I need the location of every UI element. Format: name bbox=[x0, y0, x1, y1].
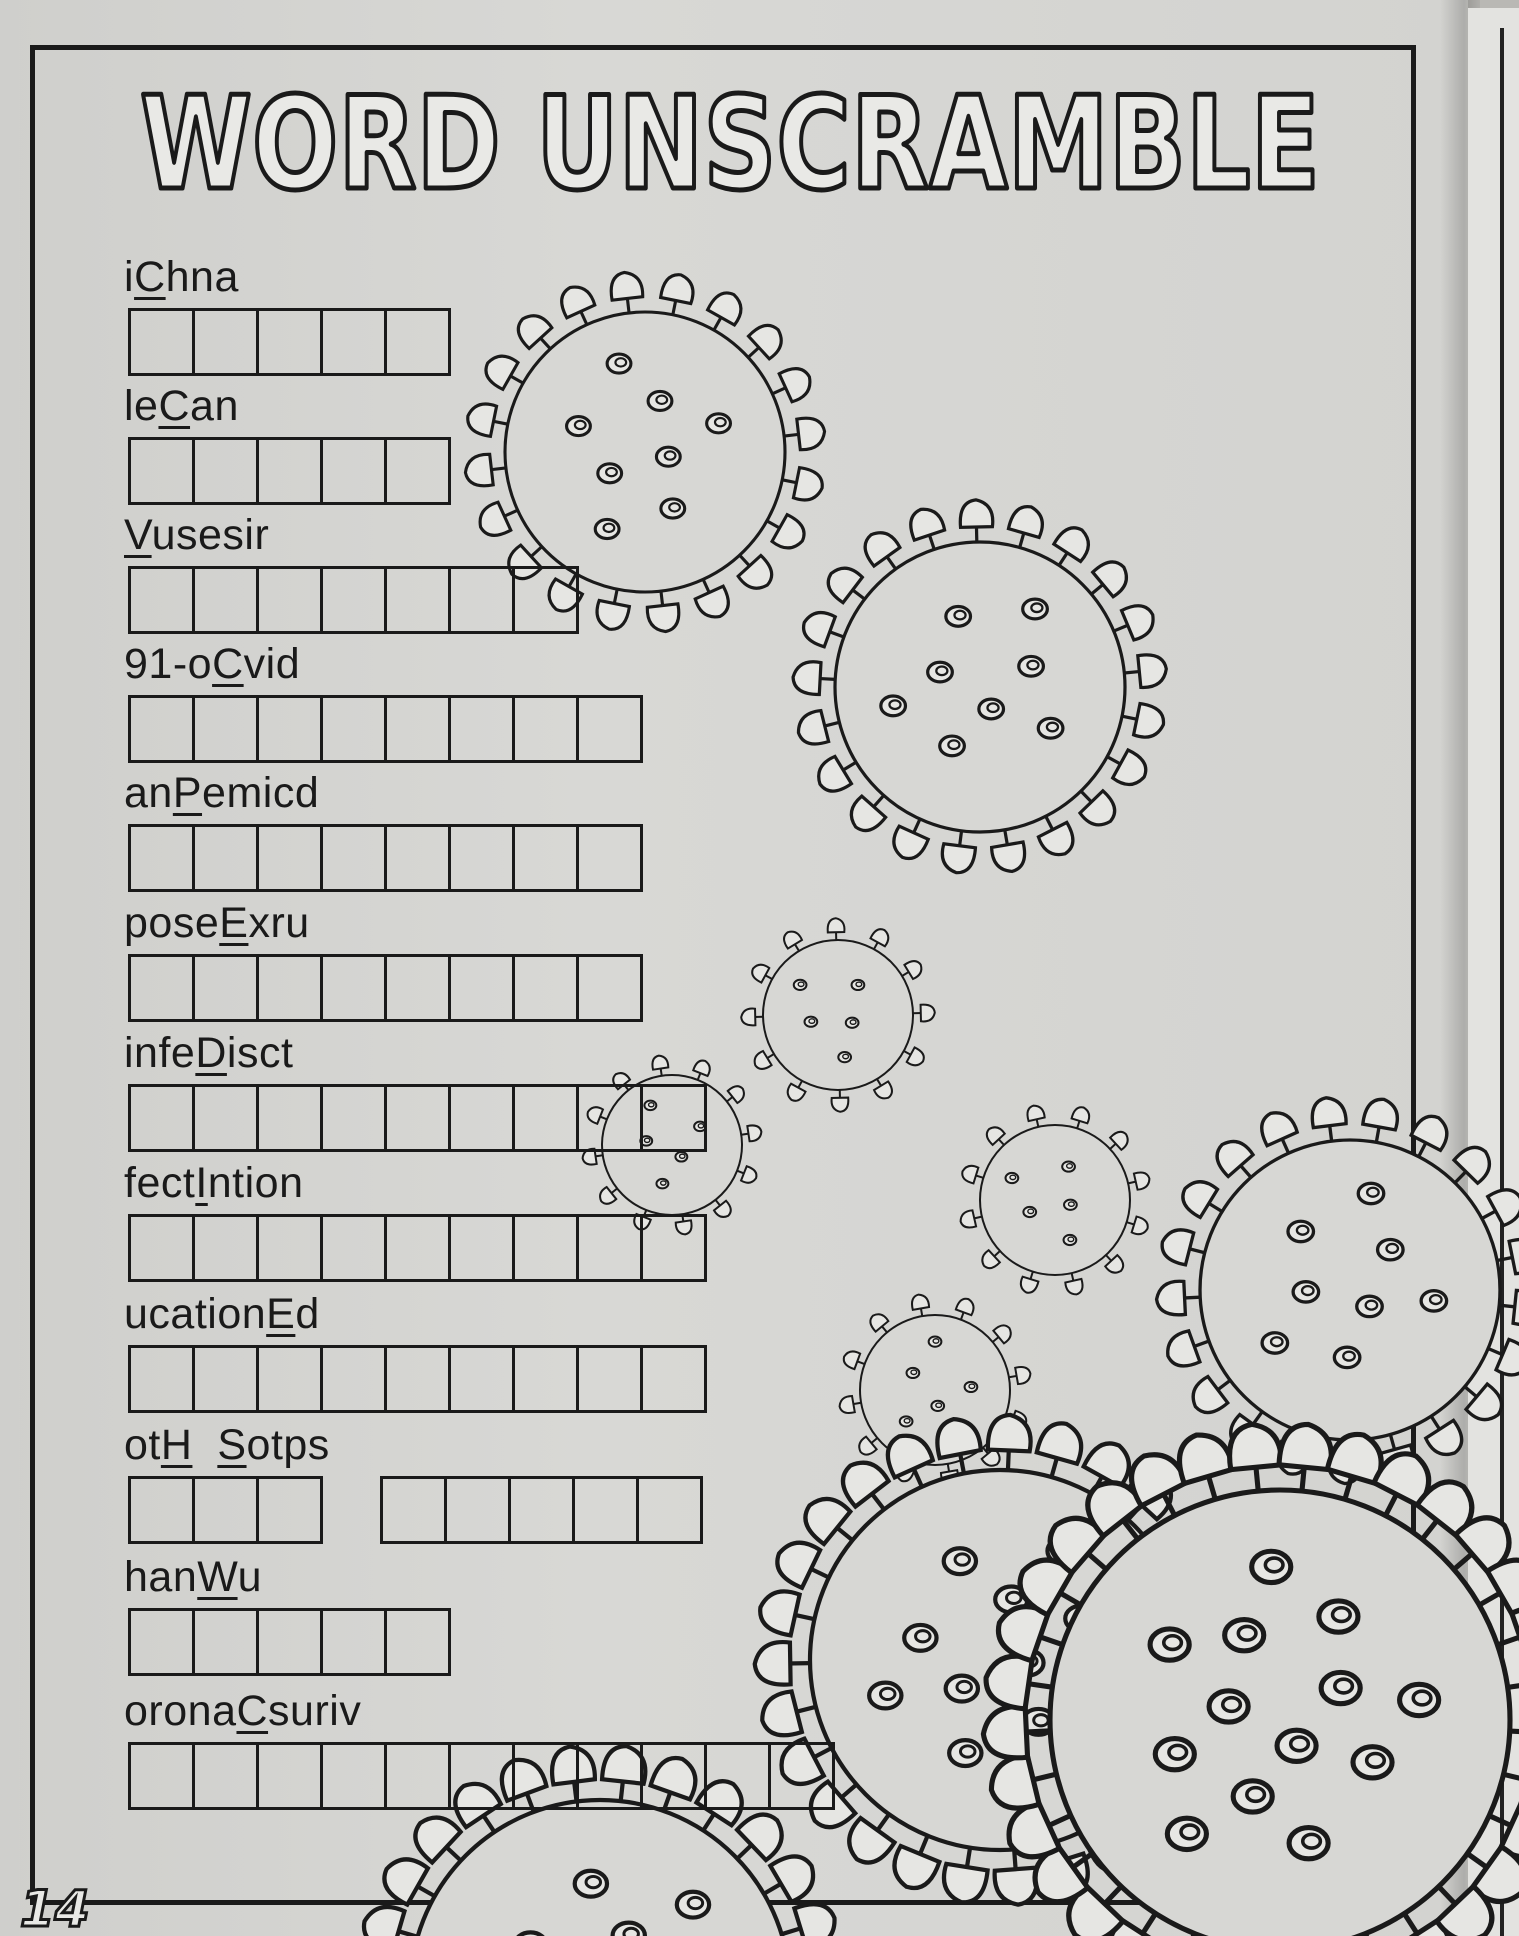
scrambled-word bbox=[124, 253, 239, 301]
first-letter-hint: P bbox=[172, 769, 203, 817]
letter-box[interactable] bbox=[576, 1084, 643, 1152]
answer-boxes bbox=[128, 1084, 704, 1152]
letter-box[interactable] bbox=[128, 437, 195, 505]
scrambled-word bbox=[124, 1687, 362, 1735]
letter-box[interactable] bbox=[636, 1476, 703, 1544]
first-letter-hint: D bbox=[195, 1029, 227, 1077]
letter-box[interactable] bbox=[256, 1476, 323, 1544]
letter-box[interactable] bbox=[192, 695, 259, 763]
scrambled-word bbox=[124, 1421, 330, 1469]
letter-box[interactable] bbox=[256, 954, 323, 1022]
letter-box[interactable] bbox=[704, 1742, 771, 1810]
letter-box[interactable] bbox=[320, 566, 387, 634]
letter-box[interactable] bbox=[380, 1476, 447, 1544]
next-page-edge bbox=[1468, 8, 1519, 1936]
letter-box[interactable] bbox=[576, 695, 643, 763]
page-title-text: WORD UNSCRAMBLE bbox=[140, 70, 1320, 219]
first-letter-hint: C bbox=[236, 1687, 269, 1735]
letter-box[interactable] bbox=[192, 1345, 259, 1413]
letter-box[interactable] bbox=[192, 1214, 259, 1282]
letter-box[interactable] bbox=[128, 566, 195, 634]
letter-box[interactable] bbox=[128, 308, 195, 376]
answer-boxes bbox=[128, 824, 640, 892]
letter-box[interactable] bbox=[320, 308, 387, 376]
answer-boxes bbox=[128, 1476, 700, 1544]
first-letter-hint: E bbox=[266, 1290, 296, 1338]
letter-box[interactable] bbox=[192, 1608, 259, 1676]
letter-box[interactable] bbox=[128, 695, 195, 763]
scrambled-word bbox=[124, 1290, 320, 1338]
letter-box[interactable] bbox=[128, 1608, 195, 1676]
letter-box[interactable] bbox=[128, 1214, 195, 1282]
letter-box[interactable] bbox=[640, 1084, 707, 1152]
letter-box[interactable] bbox=[576, 954, 643, 1022]
first-letter-hint: C bbox=[134, 253, 166, 301]
scrambled-letters: i bbox=[124, 253, 135, 301]
scrambled-letters: otps bbox=[246, 1421, 330, 1469]
scrambled-letters: an bbox=[124, 769, 173, 817]
letter-box[interactable] bbox=[512, 1742, 579, 1810]
first-letter-hint: W bbox=[197, 1553, 238, 1601]
letter-box[interactable] bbox=[384, 1084, 451, 1152]
letter-box[interactable] bbox=[448, 1084, 515, 1152]
answer-boxes bbox=[128, 1214, 704, 1282]
answer-boxes bbox=[128, 1345, 704, 1413]
first-letter-hint: E bbox=[219, 899, 249, 947]
letter-box[interactable] bbox=[576, 1214, 643, 1282]
first-letter-hint: I bbox=[195, 1159, 208, 1207]
letter-box[interactable] bbox=[192, 1476, 259, 1544]
answer-boxes bbox=[128, 1608, 448, 1676]
letter-box[interactable] bbox=[384, 1345, 451, 1413]
scrambled-letters: orona bbox=[124, 1687, 237, 1735]
letter-box[interactable] bbox=[192, 437, 259, 505]
letter-box[interactable] bbox=[512, 824, 579, 892]
letter-box[interactable] bbox=[384, 437, 451, 505]
answer-boxes bbox=[128, 695, 640, 763]
scrambled-letters: ucation bbox=[124, 1290, 267, 1338]
scrambled-letters bbox=[192, 1421, 217, 1469]
letter-box[interactable] bbox=[448, 695, 515, 763]
letter-box[interactable] bbox=[192, 1084, 259, 1152]
scrambled-letters: 91-o bbox=[124, 640, 213, 688]
first-letter-hint: S bbox=[217, 1421, 247, 1469]
letter-box[interactable] bbox=[384, 1742, 451, 1810]
first-letter-hint: V bbox=[124, 511, 152, 559]
answer-boxes bbox=[128, 566, 576, 634]
letter-box[interactable] bbox=[256, 1084, 323, 1152]
letter-box[interactable] bbox=[192, 308, 259, 376]
scrambled-letters: xru bbox=[248, 899, 310, 947]
letter-box[interactable] bbox=[256, 566, 323, 634]
scrambled-word bbox=[124, 899, 310, 947]
letter-box[interactable] bbox=[512, 566, 579, 634]
letter-box[interactable] bbox=[512, 954, 579, 1022]
scrambled-letters: suriv bbox=[268, 1687, 362, 1735]
letter-box[interactable] bbox=[192, 954, 259, 1022]
scrambled-word bbox=[124, 1553, 262, 1601]
scrambled-letters: emicd bbox=[202, 769, 320, 817]
scrambled-letters: an bbox=[190, 382, 239, 430]
letter-box[interactable] bbox=[128, 1476, 195, 1544]
letter-box[interactable] bbox=[256, 308, 323, 376]
letter-box[interactable] bbox=[384, 695, 451, 763]
letter-box[interactable] bbox=[640, 1742, 707, 1810]
letter-box[interactable] bbox=[128, 1345, 195, 1413]
letter-box[interactable] bbox=[576, 1742, 643, 1810]
scrambled-word bbox=[124, 382, 239, 430]
letter-box[interactable] bbox=[512, 1084, 579, 1152]
letter-box[interactable] bbox=[384, 824, 451, 892]
scrambled-letters: usesir bbox=[151, 511, 270, 559]
answer-boxes bbox=[128, 308, 448, 376]
page-number-text: 14 bbox=[20, 1880, 90, 1936]
letter-box[interactable] bbox=[640, 1345, 707, 1413]
first-letter-hint: H bbox=[160, 1421, 193, 1469]
letter-box[interactable] bbox=[444, 1476, 511, 1544]
letter-box[interactable] bbox=[256, 1214, 323, 1282]
letter-box[interactable] bbox=[320, 1608, 387, 1676]
letter-box[interactable] bbox=[128, 954, 195, 1022]
letter-box[interactable] bbox=[320, 1084, 387, 1152]
letter-box[interactable] bbox=[128, 1742, 195, 1810]
letter-box[interactable] bbox=[192, 824, 259, 892]
letter-box[interactable] bbox=[448, 954, 515, 1022]
letter-box[interactable] bbox=[640, 1214, 707, 1282]
letter-box[interactable] bbox=[256, 824, 323, 892]
letter-box[interactable] bbox=[384, 308, 451, 376]
word-gap bbox=[320, 1476, 380, 1544]
letter-box[interactable] bbox=[384, 954, 451, 1022]
first-letter-hint: C bbox=[212, 640, 244, 688]
letter-box[interactable] bbox=[256, 1608, 323, 1676]
scrambled-letters: u bbox=[237, 1553, 262, 1601]
scrambled-word bbox=[124, 640, 301, 688]
letter-box[interactable] bbox=[384, 566, 451, 634]
answer-boxes bbox=[128, 954, 640, 1022]
letter-box[interactable] bbox=[320, 437, 387, 505]
scrambled-letters: infe bbox=[124, 1029, 196, 1077]
first-letter-hint: C bbox=[158, 382, 191, 430]
letter-box[interactable] bbox=[320, 1214, 387, 1282]
scrambled-letters: ot bbox=[124, 1421, 161, 1469]
scrambled-letters: hna bbox=[165, 253, 239, 301]
letter-box[interactable] bbox=[448, 1345, 515, 1413]
letter-box[interactable] bbox=[448, 566, 515, 634]
letter-box[interactable] bbox=[384, 1608, 451, 1676]
letter-box[interactable] bbox=[320, 824, 387, 892]
page-number bbox=[18, 1880, 98, 1936]
letter-box[interactable] bbox=[768, 1742, 835, 1810]
letter-box[interactable] bbox=[448, 1742, 515, 1810]
letter-box[interactable] bbox=[572, 1476, 639, 1544]
letter-box[interactable] bbox=[576, 1345, 643, 1413]
letter-box[interactable] bbox=[320, 695, 387, 763]
letter-box[interactable] bbox=[256, 695, 323, 763]
letter-box[interactable] bbox=[320, 954, 387, 1022]
scrambled-letters: isct bbox=[226, 1029, 294, 1077]
letter-box[interactable] bbox=[256, 437, 323, 505]
letter-box[interactable] bbox=[508, 1476, 575, 1544]
scrambled-letters: ntion bbox=[207, 1159, 304, 1207]
scrambled-letters: pose bbox=[124, 899, 220, 947]
letter-box[interactable] bbox=[256, 1742, 323, 1810]
answer-boxes bbox=[128, 437, 448, 505]
letter-box[interactable] bbox=[192, 566, 259, 634]
scrambled-letters: vid bbox=[243, 640, 301, 688]
letter-box[interactable] bbox=[448, 824, 515, 892]
letter-box[interactable] bbox=[448, 1214, 515, 1282]
letter-box[interactable] bbox=[320, 1742, 387, 1810]
scrambled-word bbox=[124, 511, 270, 559]
scrambled-letters: le bbox=[124, 382, 159, 430]
letter-box[interactable] bbox=[128, 824, 195, 892]
scrambled-word bbox=[124, 1029, 294, 1077]
answer-boxes bbox=[128, 1742, 832, 1810]
scrambled-letters: d bbox=[295, 1290, 320, 1338]
scrambled-letters: fect bbox=[124, 1159, 196, 1207]
next-page-border bbox=[1500, 28, 1504, 1936]
letter-box[interactable] bbox=[512, 695, 579, 763]
letter-box[interactable] bbox=[384, 1214, 451, 1282]
scrambled-word bbox=[124, 1159, 304, 1207]
letter-box[interactable] bbox=[512, 1214, 579, 1282]
scrambled-word bbox=[124, 769, 320, 817]
letter-box[interactable] bbox=[256, 1345, 323, 1413]
letter-box[interactable] bbox=[576, 824, 643, 892]
letter-box[interactable] bbox=[320, 1345, 387, 1413]
scrambled-letters: han bbox=[124, 1553, 198, 1601]
letter-box[interactable] bbox=[512, 1345, 579, 1413]
letter-box[interactable] bbox=[192, 1742, 259, 1810]
letter-box[interactable] bbox=[128, 1084, 195, 1152]
